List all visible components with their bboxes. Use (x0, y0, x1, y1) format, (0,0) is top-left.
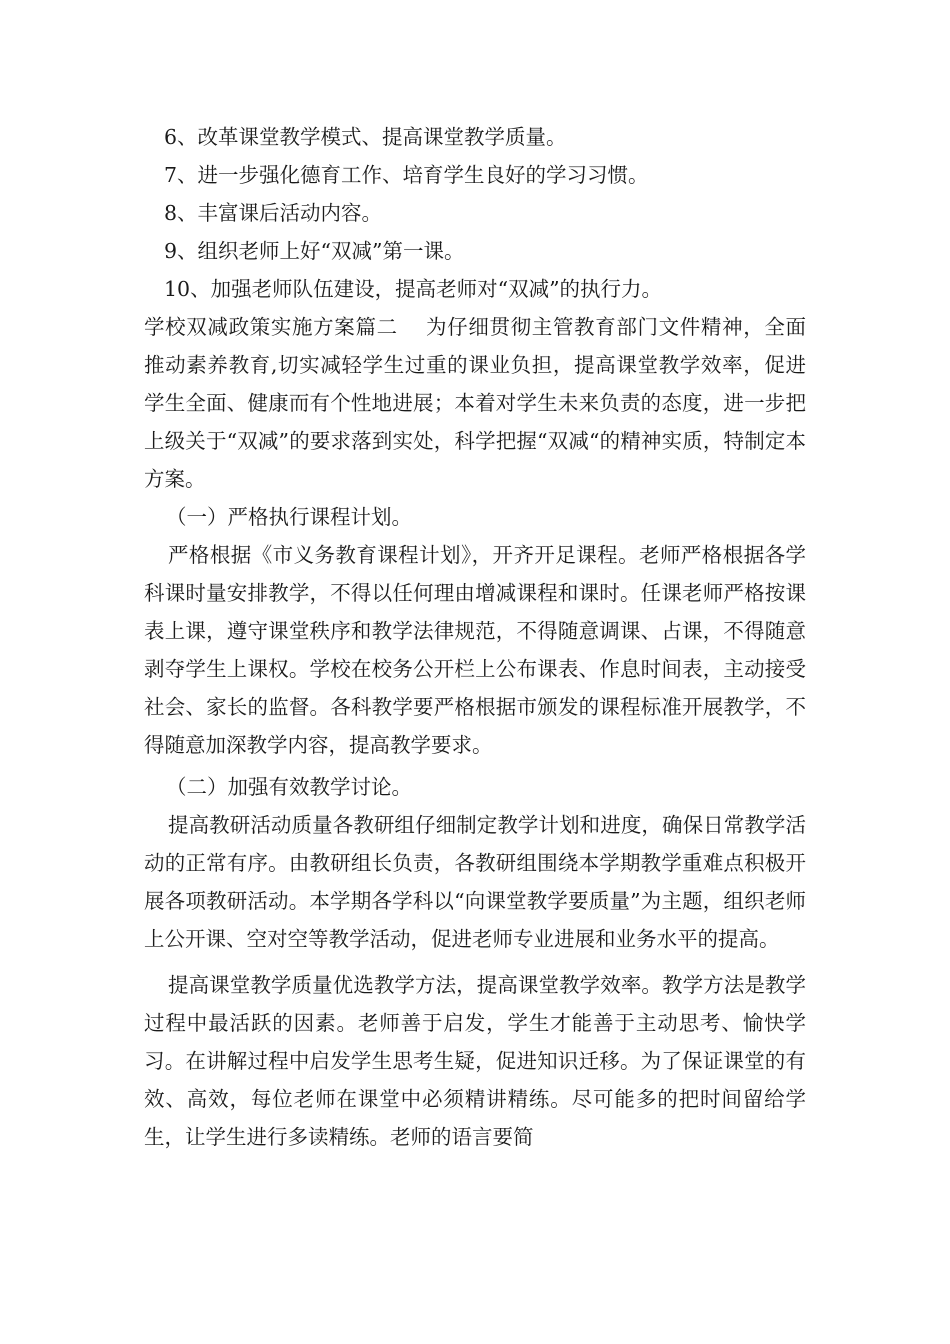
intro-paragraph: 学校双减政策实施方案篇二 为仔细贯彻主管教育部门文件精神，全面推动素养教育,切实减轻学生过重的课业负担，提高课堂教学效率，促进学生全面、健康而有个性地进展；本着对学生未来负责的态度，进一步把上级关于“双减”的要求落到实处，科学把握“双减“的精神实质，特制定本方案。 (144, 315, 806, 491)
section-heading-1: （一）严格执行课程计划。 (166, 505, 412, 529)
section-heading-2: （二）加强有效教学讨论。 (166, 775, 412, 799)
list-item: 9、组织老师上好“双减”第一课。 (164, 239, 465, 263)
section1-paragraph: 严格根据《市义务教育课程计划》，开齐开足课程。老师严格根据各学科课时量安排教学，不得以任何理由增减课程和课时。任课老师严格按课表上课，遵守课堂秩序和教学法律规范，不得随意调课、占课，不得随意剥夺学生上课权。学校在校务公开栏上公布课表、作息时间表，主动接受社会、家长的监督。各科教学要严格根据市颁发的课程标准开展教学，不得随意加深教学内容，提高教学要求。 (144, 543, 806, 757)
list-item: 7、进一步强化德育工作、培育学生良好的学习习惯。 (164, 163, 649, 187)
section2-paragraph-1: 提高教研活动质量各教研组仔细制定教学计划和进度，确保日常教学活动的正常有序。由教研组长负责，各教研组围绕本学期教学重难点积极开展各项教研活动。本学期各学科以“向课堂教学要质量”为主题，组织老师上公开课、空对空等教学活动，促进老师专业进展和业务水平的提高。 (144, 813, 806, 951)
section2-paragraph-2: 提高课堂教学质量优选教学方法，提高课堂教学效率。教学方法是教学过程中最活跃的因素。老师善于启发，学生才能善于主动思考、愉快学习。在讲解过程中启发学生思考生疑，促进知识迁移。为了保证课堂的有效、高效，每位老师在课堂中必须精讲精练。尽可能多的把时间留给学生，让学生进行多读精练。老师的语言要简 (144, 973, 806, 1149)
list-item: 6、改革课堂教学模式、提高课堂教学质量。 (164, 125, 567, 149)
document-body (144, 118, 806, 1156)
list-item: 8、丰富课后活动内容。 (164, 201, 383, 225)
list-item: 10、加强老师队伍建设，提高老师对“双减”的执行力。 (164, 277, 663, 301)
